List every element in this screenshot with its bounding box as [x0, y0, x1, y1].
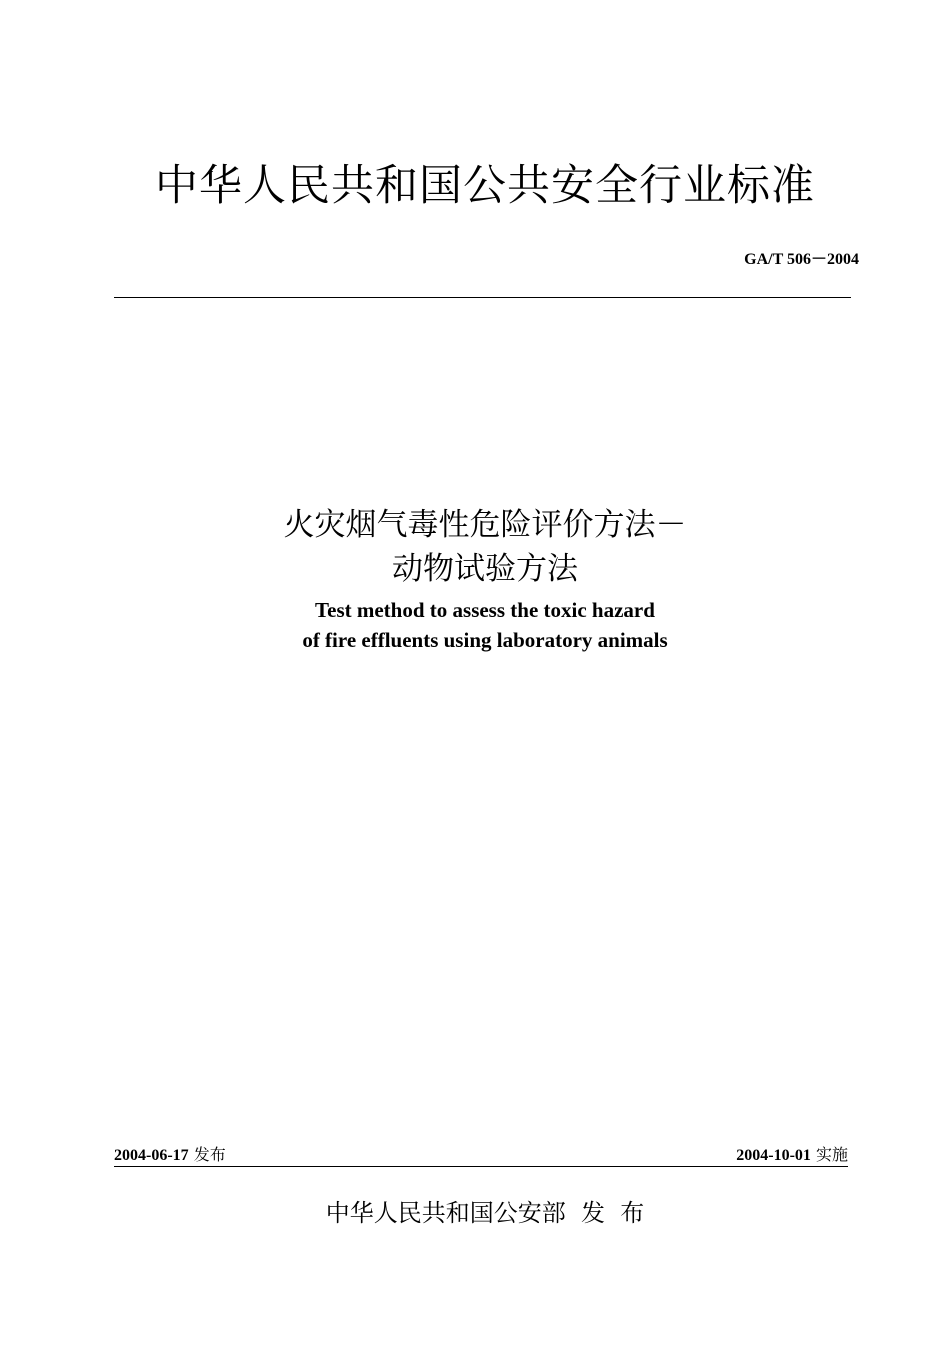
dates-row: [114, 1144, 848, 1167]
standard-category-title: 中华人民共和国公共安全行业标准: [155, 161, 815, 211]
title-en-line-1: Test method to assess the toxic hazard: [315, 598, 655, 622]
title-cn-line-2: 动物试验方法: [392, 551, 578, 587]
document-title-block: [0, 503, 950, 655]
effective-date: 2004-10-01: [736, 1147, 811, 1164]
standard-code: GA/T 506－2004: [744, 251, 859, 268]
issue-date: 2004-06-17: [114, 1147, 189, 1164]
effective-label: 实施: [810, 1145, 848, 1164]
title-cn-line-1: 火灾烟气毒性危险评价方法－: [283, 507, 687, 543]
issuing-authority: 中华人民共和国公安部 发 布: [325, 1199, 645, 1227]
issue-label: 发布: [188, 1145, 226, 1164]
issue-date-group: [114, 1144, 226, 1167]
effective-date-group: [736, 1144, 848, 1167]
top-divider: [114, 297, 851, 298]
title-en-line-2: of fire effluents using laboratory animals: [302, 628, 668, 652]
